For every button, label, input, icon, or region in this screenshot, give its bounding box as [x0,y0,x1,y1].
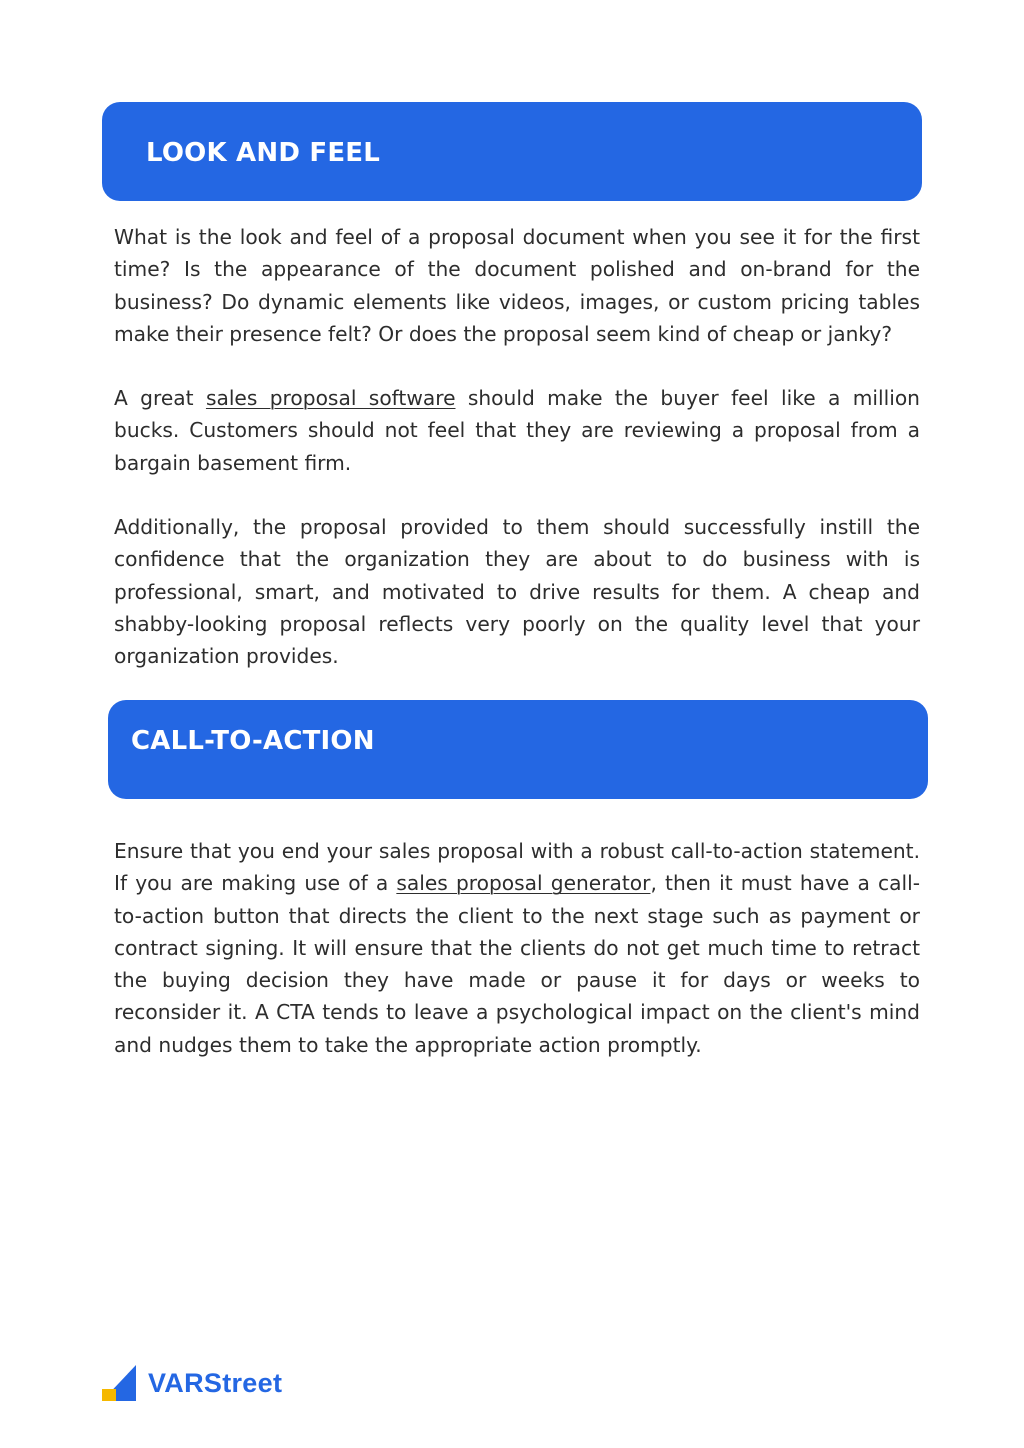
paragraph-confidence: Additionally, the proposal provided to them should successfully instill the confidence that the organization they are about to do business with is professional, smart, and motivated to drive results for them. A cheap and shabby-looking proposal reflects very poorly on the quality level that your organization provides. [114,515,920,669]
section-header-look-and-feel [102,102,922,201]
paragraph-text-before-link: A great [114,386,206,410]
varstreet-logo-icon [102,1365,136,1401]
paragraph-sales-proposal-software [114,382,920,479]
paragraph-text-before-link: Ensure that you end your sales proposal with a robust call-to-action statement. If you are making use of a [114,839,920,896]
sales-proposal-software-link[interactable]: sales proposal software [205,386,456,410]
sales-proposal-generator-link[interactable]: sales proposal generator [396,871,651,896]
section-title: LOOK AND FEEL [146,138,381,168]
section-header-call-to-action [108,700,928,799]
brand-name: VARStreet [148,1367,283,1398]
section-title: CALL-TO-ACTION [131,726,375,756]
paragraph-call-to-action [114,835,920,1061]
paragraph-look-and-feel-intro: What is the look and feel of a proposal document when you see it for the first time? Is the appearance of the document polished and on-brand for the business? Do dynamic elements like videos, images, or custom pricing tables make their presence felt? Or does the proposal seem kind of cheap or janky? [114,225,920,346]
paragraph-text-after-link: should make the buyer feel like a million bucks. Customers should not feel that they are reviewing a proposal from a bargain basement firm. [114,386,920,475]
footer-logo [102,1364,282,1402]
paragraph-text-after-link: , then it must have a call-to-action button that directs the client to the next stage such as payment or contract signing. It will ensure that the clients do not get much time to retract the buying decision they have made or pause it for days or weeks to reconsider it. A CTA tends to leave a psychological impact on the client's mind and nudges them to take the appropriate action promptly. [114,871,920,1057]
